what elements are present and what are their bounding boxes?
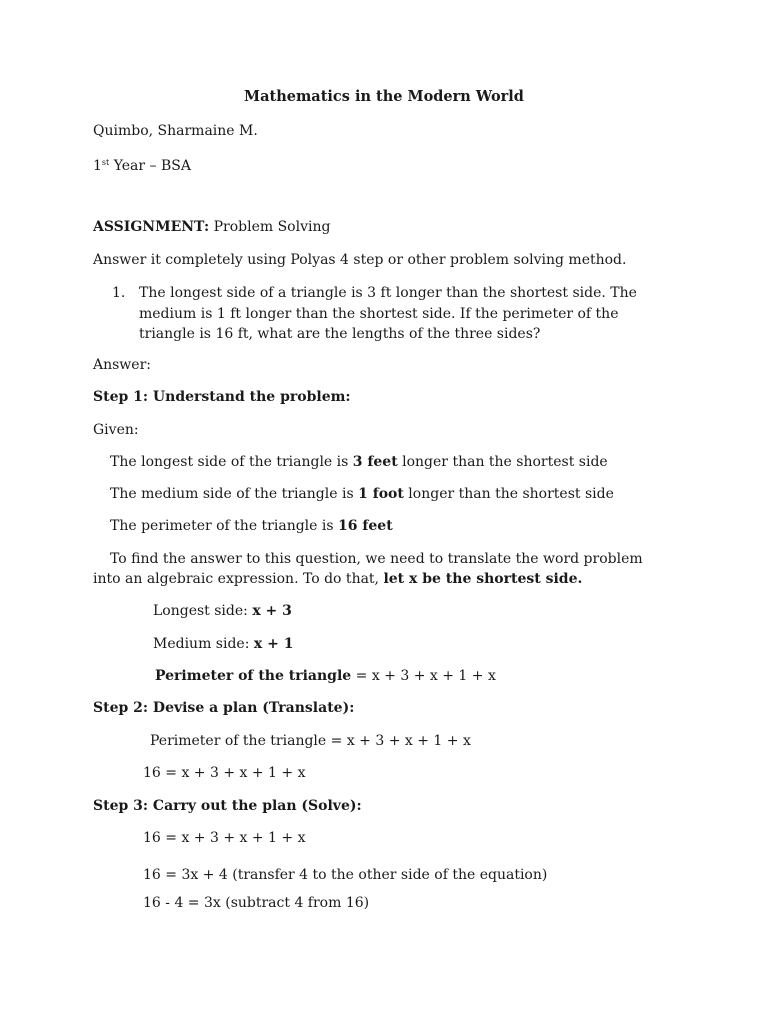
year-course-text: Year – BSA <box>109 158 191 174</box>
translate-line-1: To find the answer to this question, we need to translate the word problem <box>110 551 643 567</box>
given-medium <box>110 485 614 503</box>
translate-line-2 <box>93 570 582 588</box>
longest-side-value: x + 3 <box>252 603 292 619</box>
medium-side-label: Medium side: <box>153 636 254 652</box>
step3-heading: Step 3: Carry out the plan (Solve): <box>93 798 362 814</box>
perimeter-expr <box>155 667 496 685</box>
author-name: Quimbo, Sharmaine M. <box>93 123 258 139</box>
translate-line-2-bold: let x be the shortest side. <box>383 571 583 587</box>
given-perimeter-value: 16 feet <box>338 518 393 534</box>
document-title: Mathematics in the Modern World <box>244 88 524 105</box>
given-medium-post: longer than the shortest side <box>403 486 614 502</box>
given-longest <box>110 453 608 471</box>
step1-heading: Step 1: Understand the problem: <box>93 389 351 405</box>
translate-line-2-pre: into an algebraic expression. To do that, <box>93 571 384 587</box>
medium-side-expr <box>153 635 293 653</box>
year-course <box>93 154 191 175</box>
given-medium-value: 1 foot <box>358 486 404 502</box>
step3-line-3: 16 - 4 = 3x (subtract 4 from 16) <box>143 895 370 911</box>
given-medium-pre: The medium side of the triangle is <box>110 486 359 502</box>
step2-line-2: 16 = x + 3 + x + 1 + x <box>143 765 306 781</box>
answer-label: Answer: <box>93 357 151 373</box>
step3-line-1: 16 = x + 3 + x + 1 + x <box>143 830 306 846</box>
medium-side-value: x + 1 <box>253 636 294 652</box>
assignment-topic: Problem Solving <box>209 219 331 235</box>
problem-line-1: The longest side of a triangle is 3 ft longer than the shortest side. The <box>139 285 637 301</box>
assignment-label: ASSIGNMENT: <box>93 219 210 235</box>
perimeter-value: = x + 3 + x + 1 + x <box>351 668 496 684</box>
step2-heading: Step 2: Devise a plan (Translate): <box>93 700 355 716</box>
given-longest-post: longer than the shortest side <box>397 454 608 470</box>
given-label: Given: <box>93 422 139 438</box>
given-longest-pre: The longest side of the triangle is <box>110 454 353 470</box>
step2-line-1: Perimeter of the triangle = x + 3 + x + 1 + x <box>150 733 471 749</box>
problem-text <box>139 283 637 345</box>
year-ordinal: st <box>101 158 110 167</box>
given-perimeter <box>110 517 393 535</box>
assignment-line <box>93 218 330 236</box>
year-number: 1 <box>93 158 102 174</box>
instruction-text: Answer it completely using Polyas 4 step or other problem solving method. <box>93 252 627 268</box>
problem-line-2: medium is 1 ft longer than the shortest side. If the perimeter of the <box>139 305 619 322</box>
perimeter-label: Perimeter of the triangle <box>155 668 352 684</box>
given-perimeter-pre: The perimeter of the triangle is <box>110 518 339 534</box>
longest-side-expr <box>153 602 292 620</box>
problem-line-3: triangle is 16 ft, what are the lengths of the three sides? <box>139 326 541 342</box>
longest-side-label: Longest side: <box>153 603 253 619</box>
problem-number: 1. <box>112 285 126 301</box>
given-longest-value: 3 feet <box>352 454 398 470</box>
step3-line-2: 16 = 3x + 4 (transfer 4 to the other side of the equation) <box>143 867 548 883</box>
